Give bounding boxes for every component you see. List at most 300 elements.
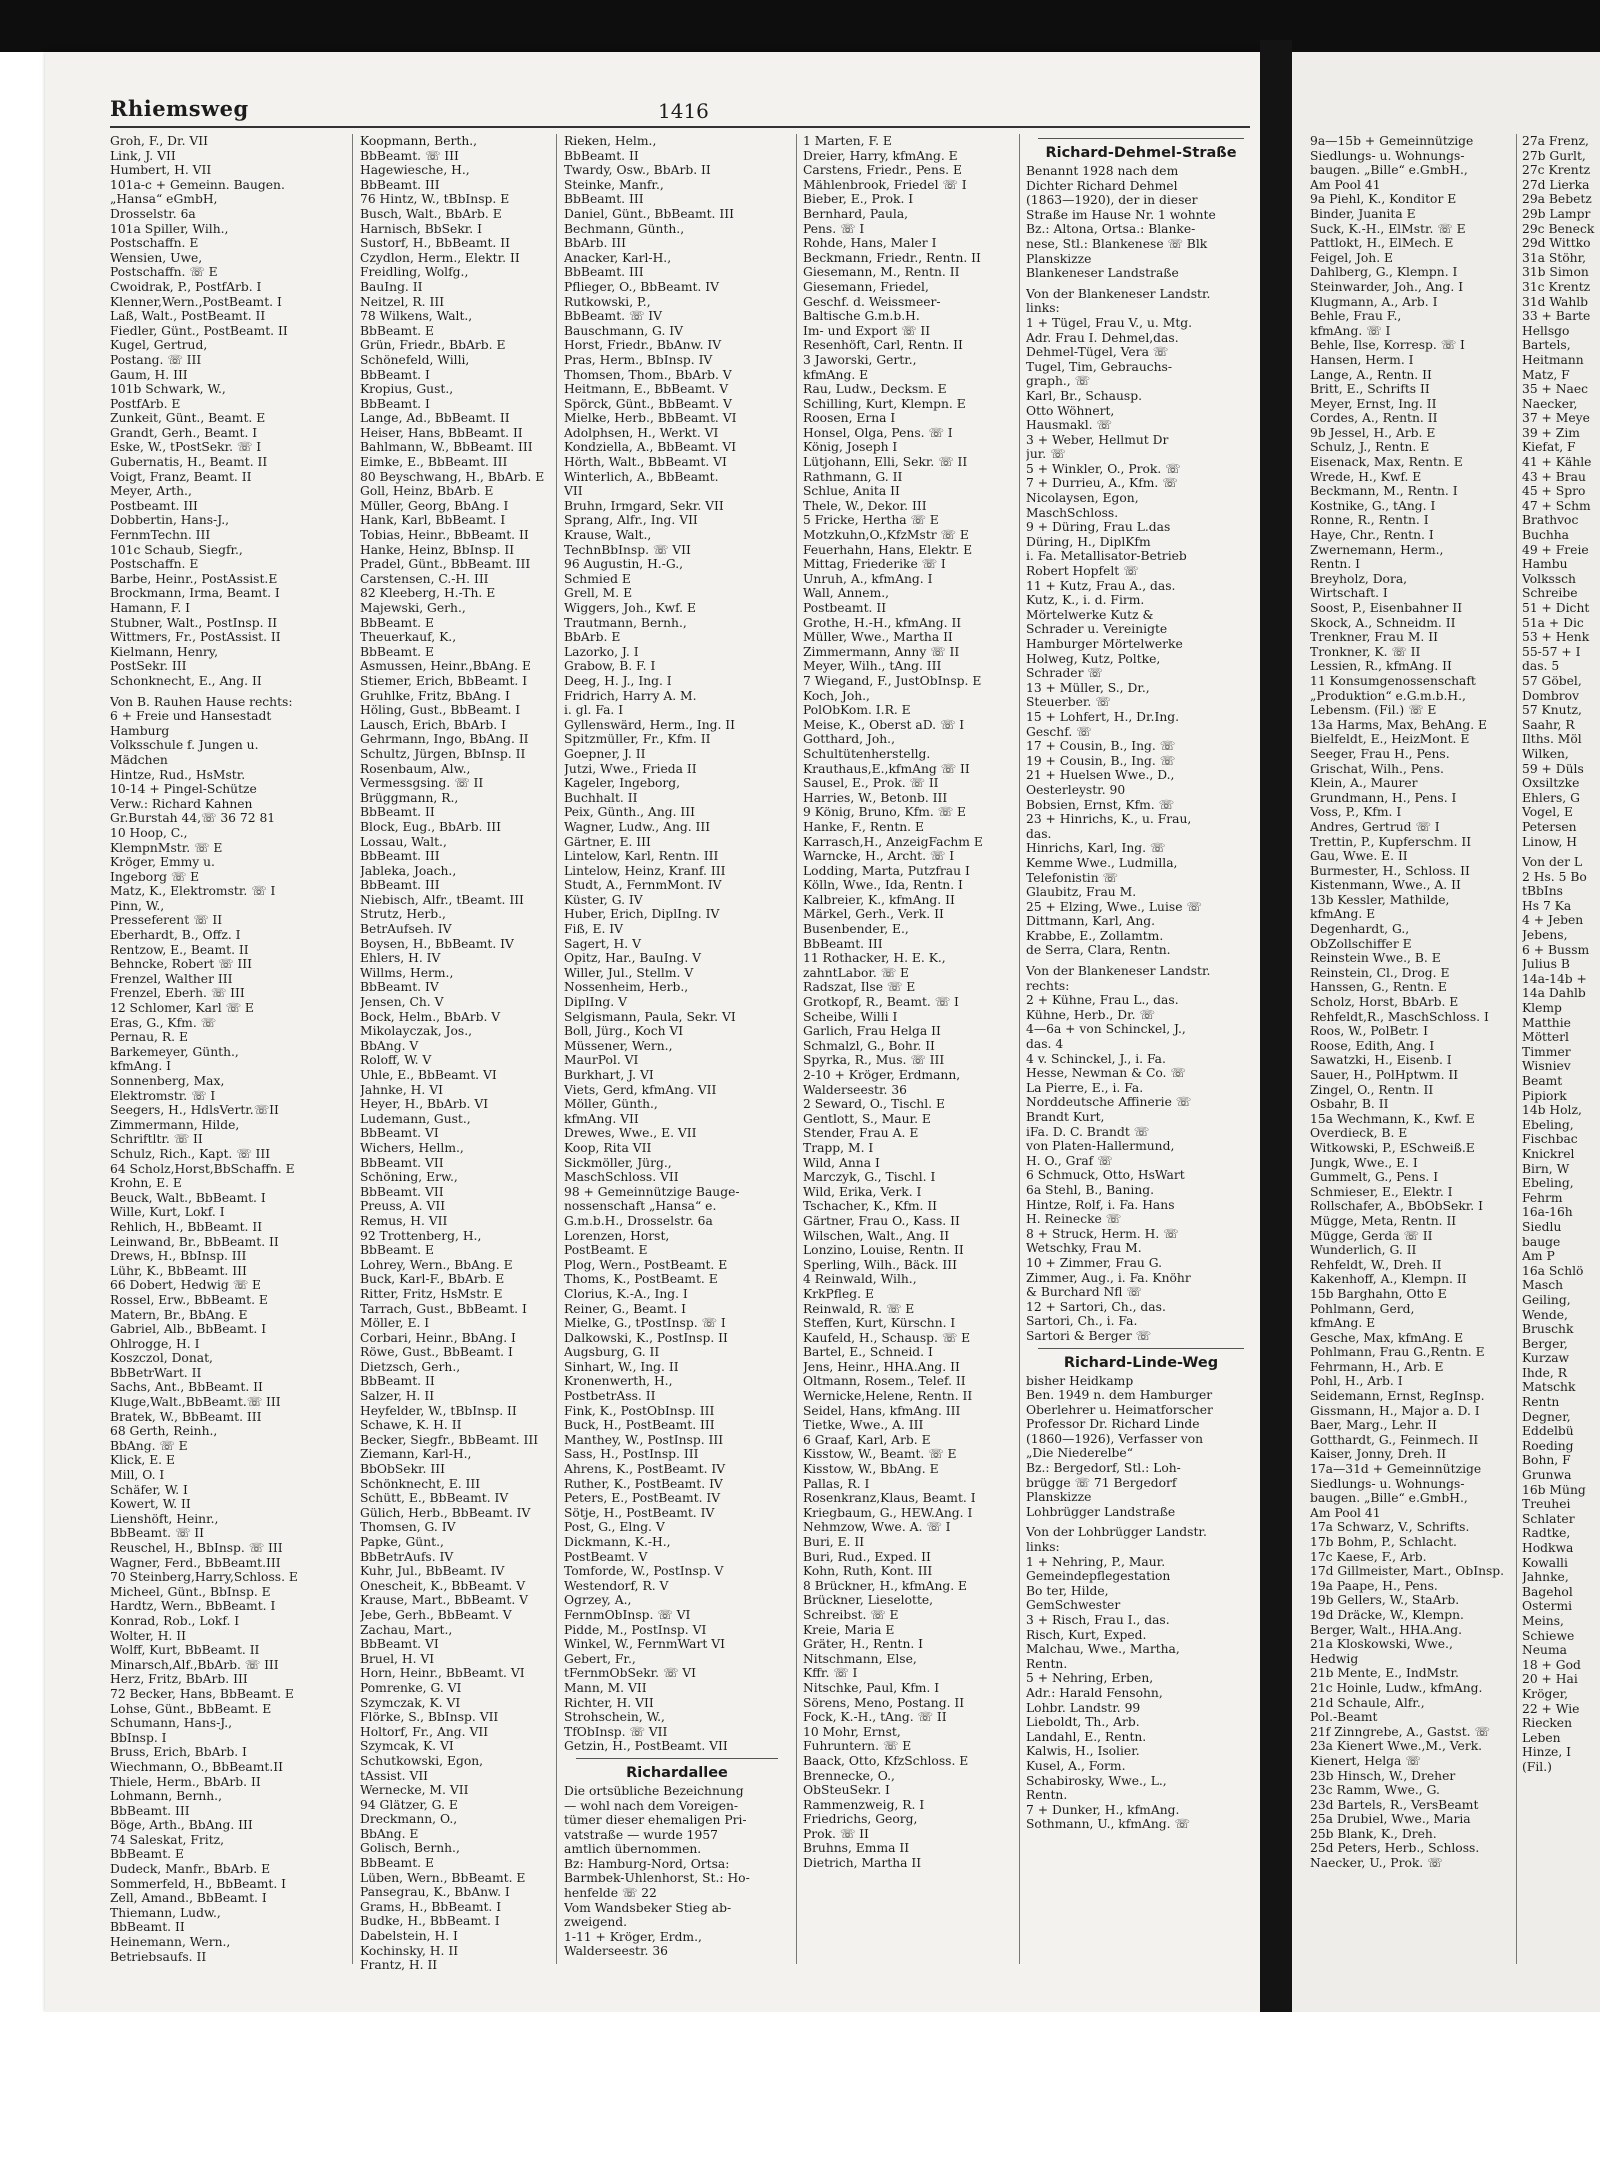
directory-entry: 10-14 + Pingel-Schütze <box>110 782 257 797</box>
directory-entry: Karl, Br., Schausp. <box>1026 388 1143 403</box>
directory-entry: Küster, G. IV <box>564 892 643 907</box>
directory-entry: Tobias, Heinr., BbBeamt. II <box>360 528 529 543</box>
directory-entry: amtlich übernommen. <box>564 1842 702 1857</box>
directory-entry: Von der Blankeneser Landstr. <box>1026 286 1211 301</box>
column-7 <box>1522 134 1600 1974</box>
directory-entry: Radtke, <box>1522 1526 1571 1541</box>
directory-entry: Treuhei <box>1522 1497 1571 1512</box>
directory-entry: BbBeamt. I <box>360 367 430 382</box>
directory-entry: FernmObInsp. ☏ VI <box>564 1607 691 1622</box>
directory-entry: Heiser, Hans, BbBeamt. II <box>360 425 523 440</box>
directory-entry: 27a Frenz, <box>1522 134 1589 148</box>
directory-entry: 2-10 + Kröger, Erdmann, <box>803 1068 961 1082</box>
heading-rule <box>1038 1348 1244 1349</box>
directory-entry: jur. ☏ <box>1026 447 1066 462</box>
directory-entry: Oltmann, Rosem., Telef. II <box>803 1374 966 1389</box>
directory-entry: Lausch, Erich, BbArb. I <box>360 717 506 732</box>
directory-entry: Gr.Burstah 44,☏ 36 72 81 <box>110 811 276 826</box>
directory-entry: Kostnike, G., tAng. I <box>1310 498 1436 513</box>
directory-entry: Kusel, A., Form. <box>1026 1758 1126 1773</box>
directory-entry: Lintelow, Heinz, Kranf. III <box>564 863 726 878</box>
directory-entry: 27d Lierka <box>1522 177 1590 192</box>
directory-entry: Barkemeyer, Günth., <box>110 1044 239 1059</box>
directory-entry: Lintelow, Karl, Rentn. III <box>564 849 719 864</box>
directory-entry: Am Pool 41 <box>1310 1505 1381 1520</box>
directory-entry: Drews, H., BbInsp. III <box>110 1249 247 1264</box>
directory-entry: Augsburg, G. II <box>564 1345 660 1360</box>
directory-entry: Verw.: Richard Kahnen <box>110 796 253 811</box>
directory-entry: Schumann, Hans-J., <box>110 1716 233 1731</box>
directory-entry: kfmAng. I <box>110 1059 172 1074</box>
directory-entry: Schulz, J., Rentn. E <box>1310 440 1430 455</box>
directory-entry: Postschaffn. ☏ E <box>110 265 218 280</box>
directory-entry: Blankeneser Landstraße <box>1026 266 1179 281</box>
directory-entry: Radszat, Ilse ☏ E <box>803 980 916 995</box>
directory-entry: TfObInsp. ☏ VII <box>564 1724 668 1739</box>
directory-entry: 21d Schaule, Alfr., <box>1310 1695 1425 1710</box>
directory-entry: Dreier, Harry, kfmAng. E <box>803 148 958 163</box>
column-divider <box>1516 134 1517 1964</box>
directory-entry: 7 + Dunker, H., kfmAng. <box>1026 1802 1180 1817</box>
directory-entry: Overdieck, B. E <box>1310 1126 1408 1141</box>
directory-entry: Dittmann, Karl, Ang. <box>1026 914 1156 929</box>
directory-entry: PostfArb. E <box>110 396 181 411</box>
directory-entry: PostBeamt. V <box>564 1549 648 1564</box>
directory-entry: Robert Hopfelt ☏ <box>1026 564 1139 579</box>
directory-entry: Hellsgo <box>1522 323 1570 338</box>
directory-entry: Richter, H. VII <box>564 1695 654 1710</box>
directory-entry: Spyrka, R., Mus. ☏ III <box>803 1053 945 1068</box>
directory-entry: (1863—1920), der in dieser <box>1026 193 1198 208</box>
directory-entry: Wittmers, Fr., PostAssist. II <box>110 630 281 645</box>
directory-entry: Mittag, Friederike ☏ I <box>803 557 946 572</box>
directory-entry: bauge <box>1522 1234 1561 1249</box>
directory-entry: Eske, W., tPostSekr. ☏ I <box>110 440 262 455</box>
directory-entry: Nitschmann, Else, <box>803 1651 917 1666</box>
directory-entry: Papke, Günt., <box>360 1535 444 1549</box>
directory-entry: 13b Kessler, Mathilde, <box>1310 892 1450 907</box>
directory-entry: Postschaffn. E <box>110 236 199 251</box>
directory-entry: Möller, Günth., <box>564 1097 658 1112</box>
directory-entry: Warncke, H., Archt. ☏ I <box>803 849 955 864</box>
directory-entry: Sonnenberg, Max, <box>110 1074 225 1088</box>
directory-entry: Lebensm. (Fil.) ☏ E <box>1310 703 1437 718</box>
directory-entry: Steuerber. ☏ <box>1026 695 1111 710</box>
directory-entry: 4—6a + von Schinckel, J., <box>1026 1022 1186 1037</box>
directory-entry: Baltische G.m.b.H. <box>803 309 920 324</box>
directory-entry: Kemme Wwe., Ludmilla, <box>1026 855 1178 870</box>
directory-entry: Hintze, Rud., HsMstr. <box>110 767 246 782</box>
directory-entry: 101a Spiller, Wilh., <box>110 221 229 236</box>
directory-entry: 17a—31d + Gemeinnützige <box>1310 1462 1482 1477</box>
directory-entry: Pinn, W., <box>110 898 165 913</box>
directory-entry: Zwernemann, Herm., <box>1310 542 1444 557</box>
directory-entry: Oesterleystr. 90 <box>1026 782 1126 797</box>
directory-entry: von Platen-Hallermund, <box>1026 1139 1175 1154</box>
directory-entry: 19 + Cousin, B., Ing. ☏ <box>1026 753 1176 768</box>
directory-entry: Malchau, Wwe., Martha, <box>1026 1642 1180 1657</box>
directory-entry: Telefonistin ☏ <box>1026 870 1118 885</box>
directory-entry: 57 Göbel, <box>1522 673 1582 688</box>
directory-entry: Jahnke, H. VI <box>360 1082 443 1097</box>
directory-entry: Witkowski, P., ESchweiß.E <box>1310 1140 1475 1155</box>
directory-entry: Goepner, J. II <box>564 746 646 761</box>
directory-entry: Winkel, W., FernmWart VI <box>564 1637 725 1652</box>
directory-entry: Reinstein Wwe., B. E <box>1310 951 1441 966</box>
directory-entry: Selgismann, Paula, Sekr. VI <box>564 1009 736 1024</box>
directory-entry: Schrader u. Vereinigte <box>1026 622 1168 637</box>
directory-entry: 6 Graaf, Karl, Arb. E <box>803 1432 931 1447</box>
directory-entry: Mielke, Herb., BbBeamt. VI <box>564 411 737 426</box>
directory-entry: Gesche, Max, kfmAng. E <box>1310 1330 1464 1345</box>
directory-entry: Rossel, Erw., BbBeamt. E <box>110 1292 268 1307</box>
directory-entry: 7 Wiegand, F., JustObInsp. E <box>803 673 982 688</box>
directory-entry: Müller, Georg, BbAng. I <box>360 498 509 513</box>
directory-entry: links: <box>1026 301 1060 316</box>
directory-entry: Peix, Günth., Ang. III <box>564 805 695 820</box>
directory-entry: Soost, P., Eisenbahner II <box>1310 601 1463 615</box>
directory-entry: Humbert, H. VII <box>110 163 212 178</box>
directory-entry: BbBeamt. VI <box>360 1126 439 1141</box>
directory-entry: Carstens, Friedr., Pens. E <box>803 163 962 178</box>
directory-entry: Heyer, H., BbArb. VI <box>360 1097 489 1112</box>
column-6 <box>1310 134 1510 1974</box>
directory-entry: Berger, <box>1522 1336 1568 1351</box>
directory-entry: Getzin, H., PostBeamt. VII <box>564 1739 728 1754</box>
directory-entry: 43 + Brau <box>1522 469 1586 484</box>
directory-entry: Tschacher, K., Kfm. II <box>803 1199 938 1214</box>
directory-entry: Baack, Otto, KfzSchloss. E <box>803 1753 969 1768</box>
directory-entry: 82 Kleeberg, H.-Th. E <box>360 586 496 601</box>
directory-entry: Baer, Marg., Lehr. II <box>1310 1418 1437 1433</box>
heading-rule <box>576 1758 778 1759</box>
directory-entry: 37 + Meye <box>1522 411 1590 426</box>
directory-entry: Klein, A., Maurer <box>1310 776 1418 791</box>
directory-entry: 70 Steinberg,Harry,Schloss. E <box>110 1570 298 1585</box>
directory-entry: 17b Bohm, P., Schlacht. <box>1310 1535 1457 1549</box>
directory-entry: Seidemann, Ernst, RegInsp. <box>1310 1389 1485 1404</box>
directory-entry: Matschk <box>1522 1380 1576 1395</box>
scanner-bottom-border <box>0 2012 1600 2177</box>
directory-entry: 41 + Kähle <box>1522 455 1592 470</box>
directory-entry: Lossau, Walt., <box>360 834 447 849</box>
directory-entry: Westendorf, R. V <box>564 1578 669 1593</box>
directory-entry: nese, Stl.: Blankenese ☏ Blk <box>1026 236 1208 251</box>
directory-entry: Ehlers, H. IV <box>360 951 441 966</box>
directory-entry: 8 Brückner, H., kfmAng. E <box>803 1578 968 1593</box>
directory-entry: Möller, E. I <box>360 1316 430 1331</box>
directory-entry: Huber, Erich, DiplIng. IV <box>564 907 720 922</box>
directory-entry: kfmAng. ☏ I <box>1310 323 1391 338</box>
directory-entry: Resenhöft, Carl, Rentn. II <box>803 338 963 353</box>
directory-entry: Clorius, K.-A., Ing. I <box>564 1286 688 1301</box>
directory-entry: Märkel, Gerh., Verk. II <box>803 907 944 922</box>
directory-entry: Feuerhahn, Hans, Elektr. E <box>803 542 973 557</box>
heading-rule <box>1038 138 1244 139</box>
directory-entry: BbBeamt. II <box>360 1374 435 1389</box>
directory-entry: Tronkner, K. ☏ II <box>1310 644 1421 659</box>
directory-entry: Ogrzey, A., <box>564 1593 632 1608</box>
directory-entry: Bratek, W., BbBeamt. III <box>110 1409 262 1424</box>
directory-entry: Strohschein, W., <box>564 1710 665 1725</box>
directory-entry: 96 Augustin, H.-G., <box>564 557 684 572</box>
directory-entry: 31c Krentz <box>1522 279 1591 294</box>
directory-entry: BbBeamt. II <box>564 148 639 163</box>
directory-entry: Rentn. <box>1026 1788 1068 1803</box>
directory-entry: Müssener, Wern., <box>564 1038 673 1053</box>
directory-entry: Scheibe, Willi I <box>803 1009 898 1024</box>
directory-entry: Preuss, A. VII <box>360 1199 446 1214</box>
directory-entry: Deeg, H. J., Ing. I <box>564 673 672 688</box>
directory-entry: Koopmann, Berth., <box>360 134 478 148</box>
directory-entry: Leben <box>1522 1730 1561 1745</box>
directory-entry: Lange, Ad., BbBeamt. II <box>360 411 510 426</box>
directory-entry: Burkhart, J. VI <box>564 1068 654 1082</box>
directory-entry: Szymczak, K. VI <box>360 1695 461 1710</box>
directory-entry: Zimmermann, Hilde, <box>110 1117 240 1132</box>
directory-entry: PolObKom. I.R. E <box>803 703 911 718</box>
directory-entry: Krause, Mart., BbBeamt. V <box>360 1593 529 1608</box>
directory-entry: Rentn <box>1522 1395 1560 1410</box>
header-rule <box>110 126 1250 128</box>
directory-entry: Trautmann, Bernh., <box>564 615 687 630</box>
directory-entry: Koop, Rita VII <box>564 1140 652 1155</box>
directory-entry: 25 + Elzing, Wwe., Luise ☏ <box>1026 899 1202 914</box>
directory-entry: Lohbr. Landstr. 99 <box>1026 1700 1141 1715</box>
directory-entry: Herz, Fritz, BbArb. III <box>110 1672 248 1687</box>
directory-entry: Trapp, M. I <box>803 1140 874 1155</box>
directory-entry: Wilschen, Walt., Ang. II <box>803 1228 950 1243</box>
directory-entry: Fock, K.-H., tAng. ☏ II <box>803 1710 947 1725</box>
directory-entry: BbBeamt. VI <box>360 1637 439 1652</box>
directory-entry: Gissmann, H., Major a. D. I <box>1310 1403 1480 1418</box>
directory-entry: Fehrm <box>1522 1190 1563 1205</box>
directory-entry: kfmAng. E <box>1310 907 1376 922</box>
directory-entry: Nitschke, Paul, Kfm. I <box>803 1680 940 1695</box>
directory-entry: Jungk, Wwe., E. I <box>1310 1155 1418 1170</box>
directory-entry: Riecken <box>1522 1716 1573 1731</box>
directory-entry: Roosen, Erna I <box>803 411 896 426</box>
directory-entry: Giesemann, M., Rentn. II <box>803 265 960 280</box>
directory-entry: 27c Krentz <box>1522 163 1591 178</box>
directory-entry: Schreibst. ☏ E <box>803 1607 899 1622</box>
directory-entry: Betriebsaufs. II <box>110 1949 207 1964</box>
directory-entry: das. <box>1026 826 1052 841</box>
directory-entry: 19a Paape, H., Pens. <box>1310 1578 1438 1593</box>
directory-entry: 5 + Winkler, O., Prok. ☏ <box>1026 461 1181 476</box>
directory-entry: 1 + Tügel, Frau V., u. Mtg. <box>1026 315 1193 330</box>
directory-entry: Pallas, R. I <box>803 1476 870 1491</box>
directory-entry: Kaufeld, H., Schausp. ☏ E <box>803 1330 971 1345</box>
directory-entry: Hanke, F., Rentn. E <box>803 819 924 834</box>
directory-entry: Presseferent ☏ II <box>110 913 223 928</box>
directory-entry: Behle, Ilse, Korresp. ☏ I <box>1310 338 1465 353</box>
directory-entry: FernmTechn. III <box>110 528 211 543</box>
directory-entry: Sommerfeld, H., BbBeamt. I <box>110 1876 287 1891</box>
directory-entry: Giesemann, Friedel, <box>803 279 929 294</box>
directory-entry: Kowert, W. II <box>110 1497 191 1512</box>
directory-entry: König, Joseph I <box>803 440 898 455</box>
directory-entry: Gubernatis, H., Beamt. II <box>110 455 268 470</box>
directory-entry: tBbIns <box>1522 884 1563 899</box>
directory-entry: Schawe, K. H. II <box>360 1418 462 1433</box>
directory-entry: das. 5 <box>1522 659 1560 674</box>
directory-entry: 25b Blank, K., Dreh. <box>1310 1826 1437 1841</box>
directory-entry: Pras, Herm., BbInsp. IV <box>564 352 713 367</box>
directory-entry: 16a-16h <box>1522 1205 1573 1220</box>
directory-entry: BbBeamt. III <box>360 878 440 893</box>
directory-entry: Sauer, H., PolHptwm. II <box>1310 1068 1459 1082</box>
directory-entry: 15a Wechmann, K., Kwf. E <box>1310 1111 1475 1126</box>
directory-entry: Vermessgsing. ☏ II <box>360 776 484 791</box>
directory-entry: 55-57 + I <box>1522 644 1581 659</box>
directory-entry: Koch, Joh., <box>803 688 870 703</box>
directory-entry: Heyfelder, W., tBbInsp. II <box>360 1403 517 1418</box>
directory-entry: Wetschky, Frau M. <box>1026 1241 1142 1256</box>
directory-entry: Kluge,Walt.,BbBeamt.☏ III <box>110 1395 281 1410</box>
directory-entry: PostBeamt. E <box>564 1243 648 1258</box>
directory-entry: Sustorf, H., BbBeamt. II <box>360 236 510 251</box>
directory-entry: Kriegbaum, G., HEW.Ang. I <box>803 1505 973 1520</box>
directory-entry: BbArb. E <box>564 630 621 645</box>
scanner-top-border <box>0 0 1600 52</box>
directory-entry: Am P <box>1522 1249 1555 1264</box>
directory-entry: Link, J. VII <box>110 148 176 163</box>
directory-entry: Bobsien, Ernst, Kfm. ☏ <box>1026 797 1175 812</box>
directory-entry: i. gl. Fa. I <box>564 703 624 718</box>
directory-entry: Fuhruntern. ☏ E <box>803 1739 912 1754</box>
directory-entry: Roloff, W. V <box>360 1053 432 1068</box>
directory-entry: 29b Lampr <box>1522 206 1591 221</box>
directory-entry: Anacker, Karl-H., <box>564 250 672 265</box>
directory-entry: Beckmann, Friedr., Rentn. II <box>803 250 981 265</box>
directory-entry: 7 + Durrieu, A., Kfm. ☏ <box>1026 476 1178 491</box>
directory-entry: 64 Scholz,Horst,BbSchaffn. E <box>110 1161 295 1176</box>
directory-entry: Walderseestr. 36 <box>803 1082 907 1097</box>
directory-entry: Grams, H., BbBeamt. I <box>360 1899 502 1914</box>
directory-entry: Garlich, Frau Helga II <box>803 1024 941 1039</box>
directory-entry: 13a Harms, Max, BehAng. E <box>1310 717 1487 732</box>
directory-entry: Bruhns, Emma II <box>803 1841 910 1856</box>
directory-entry: Willer, Jul., Stellm. V <box>564 965 694 980</box>
directory-entry: Klugmann, A., Arb. I <box>1310 294 1438 309</box>
directory-entry: Kiefat, F <box>1522 440 1576 455</box>
directory-entry: Rentn. I <box>1310 557 1360 572</box>
directory-entry: Schultütenherstellg. <box>803 746 931 761</box>
column-divider <box>556 134 557 1964</box>
directory-entry: Wilken, <box>1522 746 1569 761</box>
directory-entry: Heinemann, Wern., <box>110 1935 231 1950</box>
directory-entry: Schlater <box>1522 1511 1575 1526</box>
directory-entry: 11 Konsumgenossenschaft <box>1310 673 1476 688</box>
directory-entry: Grunwa <box>1522 1468 1572 1483</box>
directory-entry: Twardy, Osw., BbArb. II <box>564 163 711 178</box>
directory-entry: Lienshöft, Heinr., <box>110 1511 219 1526</box>
directory-entry: Trettin, P., Kupferschm. II <box>1310 834 1472 849</box>
directory-entry: Freidling, Wolfg., <box>360 265 469 280</box>
directory-entry: Daniel, Günt., BbBeamt. III <box>564 206 734 221</box>
directory-entry: Kreie, Maria E <box>803 1622 895 1637</box>
directory-entry: Krauthaus,E.,kfmAng ☏ II <box>803 761 970 776</box>
directory-entry: Gülich, Herb., BbBeamt. IV <box>360 1505 531 1520</box>
directory-entry: Mill, O. I <box>110 1468 165 1483</box>
directory-entry: Degner, <box>1522 1409 1571 1424</box>
directory-entry: Pipiork <box>1522 1088 1567 1103</box>
directory-entry: BbBetrWart. II <box>110 1365 202 1380</box>
directory-entry: Neuma <box>1522 1643 1567 1658</box>
directory-entry: Sawatzki, H., Eisenb. I <box>1310 1053 1452 1068</box>
directory-entry: Willms, Herm., <box>360 965 454 980</box>
directory-entry: Gummelt, G., Pens. I <box>1310 1170 1439 1185</box>
directory-entry: Brennecke, O., <box>803 1768 895 1783</box>
directory-entry: BbInsp. I <box>110 1730 167 1745</box>
directory-entry: 18 + God <box>1522 1657 1581 1672</box>
directory-entry: 3 Jaworski, Gertr., <box>803 352 917 367</box>
directory-entry: Holtorf, Fr., Ang. VII <box>360 1724 489 1739</box>
directory-entry: Horn, Heinr., BbBeamt. VI <box>360 1666 525 1681</box>
directory-entry: 21b Mente, E., IndMstr. <box>1310 1666 1459 1681</box>
directory-entry: 12 Schlomer, Karl ☏ E <box>110 1001 254 1016</box>
directory-entry: BbBeamt. ☏ IV <box>564 309 662 324</box>
directory-entry: BbBeamt. E <box>360 1243 434 1258</box>
directory-entry: Eras, G., Kfm. ☏ <box>110 1015 217 1030</box>
directory-entry: Rosenbaum, Alw., <box>360 761 471 776</box>
directory-entry: Fischbac <box>1522 1132 1578 1147</box>
directory-entry: Planskizze <box>1026 1490 1092 1505</box>
directory-entry: Buchha <box>1522 528 1570 543</box>
directory-entry: Hansen, Herm. I <box>1310 352 1414 367</box>
directory-entry: 23a Kienert Wwe.,M., Verk. <box>1310 1739 1483 1754</box>
directory-entry: Peters, E., PostBeamt. IV <box>564 1491 721 1506</box>
directory-entry: Oberlehrer u. Heimatforscher <box>1026 1402 1213 1417</box>
directory-entry: Schrader ☏ <box>1026 666 1103 681</box>
directory-entry: Kuhr, Jul., BbBeamt. IV <box>360 1564 505 1579</box>
directory-entry: Kutz, K., i. d. Firm. <box>1026 593 1145 608</box>
directory-entry: Linow, H <box>1522 834 1578 849</box>
directory-entry: Degenhardt, G., <box>1310 922 1410 937</box>
directory-entry: Gehrmann, Ingo, BbAng. II <box>360 732 529 747</box>
directory-entry: Bieber, E., Prok. I <box>803 192 914 207</box>
directory-entry: 22 + Wie <box>1522 1701 1580 1716</box>
directory-entry: Wrede, H., Kwf. E <box>1310 469 1422 484</box>
directory-entry: Gentlott, S., Maur. E <box>803 1111 931 1126</box>
directory-entry: Schutkowski, Egon, <box>360 1753 484 1768</box>
directory-entry: Studt, A., FernmMont. IV <box>564 878 722 893</box>
directory-entry: Unruh, A., kfmAng. I <box>803 571 933 586</box>
directory-entry: Hanke, Heinz, BbInsp. II <box>360 542 515 557</box>
directory-entry: 9a Piehl, K., Konditor E <box>1310 192 1457 207</box>
directory-entry: BbBeamt. III <box>564 265 644 280</box>
directory-entry: Mügge, Meta, Rentn. II <box>1310 1213 1457 1228</box>
directory-entry: Bartel, E., Schneid. I <box>803 1345 933 1360</box>
directory-entry: 49 + Freie <box>1522 542 1589 557</box>
directory-entry: Beuck, Walt., BbBeamt. I <box>110 1190 266 1205</box>
directory-entry: Klemp <box>1522 1001 1562 1016</box>
directory-entry: BbAng. V <box>360 1038 419 1053</box>
directory-entry: Brückner, Lieselotte, <box>803 1593 934 1608</box>
directory-entry: Kugel, Gertrud, <box>110 338 208 353</box>
directory-entry: Siedlungs- u. Wohnungs- <box>1310 1476 1465 1491</box>
directory-entry: BbBeamt. E <box>360 323 434 338</box>
directory-entry: Nicolaysen, Egon, <box>1026 491 1139 506</box>
directory-entry: Masch <box>1522 1278 1564 1293</box>
directory-entry: iFa. D. C. Brandt ☏ <box>1026 1124 1150 1139</box>
directory-entry: 2 Hs. 5 Bo <box>1522 869 1587 884</box>
directory-entry: links: <box>1026 1540 1060 1555</box>
directory-entry: Golisch, Bernh., <box>360 1841 460 1856</box>
directory-entry: Kakenhoff, A., Klempn. II <box>1310 1272 1467 1287</box>
directory-entry: Kalwis, H., Isolier. <box>1026 1744 1140 1759</box>
